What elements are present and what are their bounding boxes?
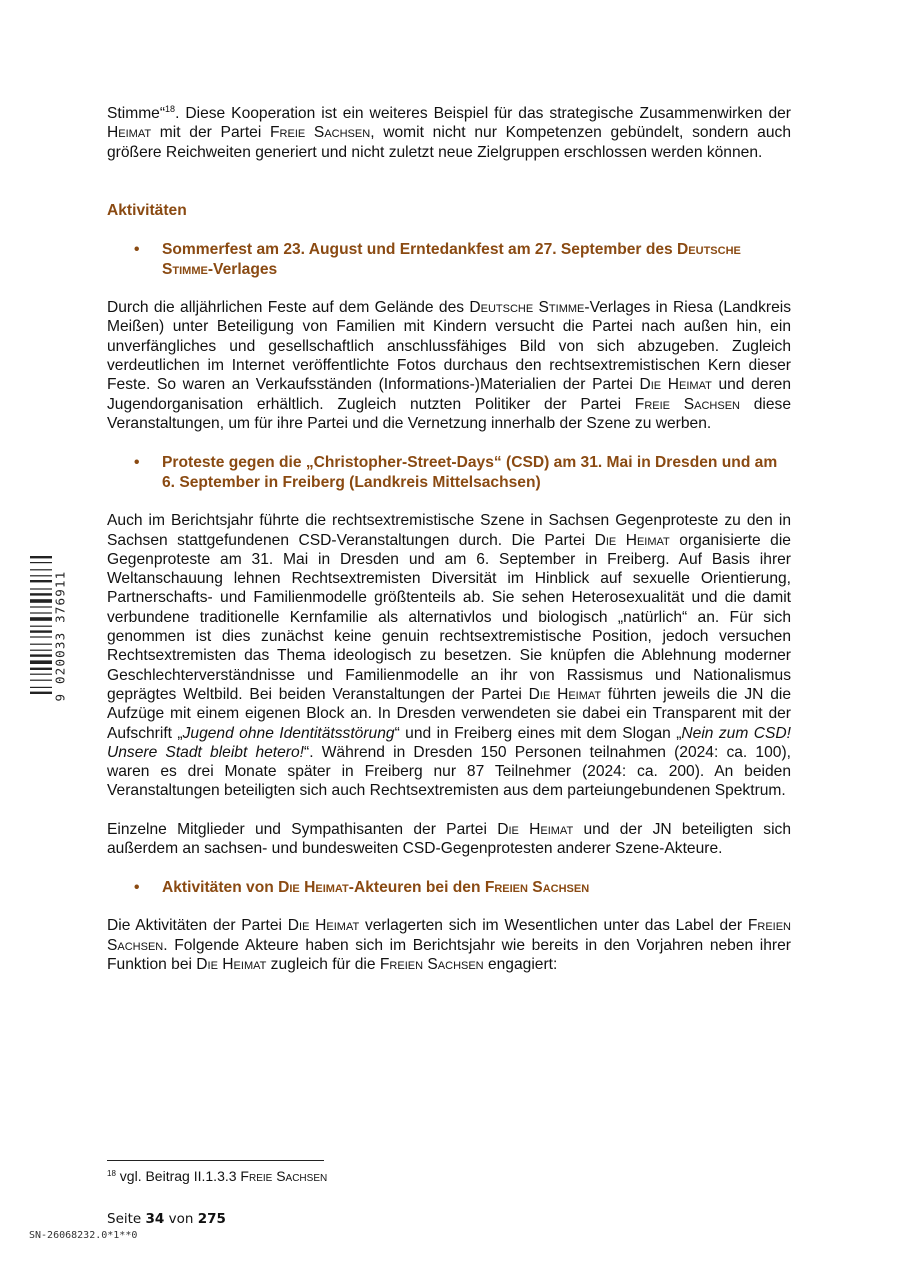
- barcode-bar: [30, 556, 52, 558]
- paragraph-csd-proteste: Auch im Berichtsjahr führte die rechtsextremistische Szene in Sachsen Gegenproteste zu den in Sachsen stattgefundenen CSD-Veranstaltungen durch. Die Partei Die Heimat organisierte die Gegenproteste am 31. Mai in Dresden und am 6. September in Freiberg. Auf Basis ihrer Weltanschauung lehnen Rechtsextremisten Diversität im Hinblick auf sexuelle Orientierung, Partnerschafts- und Familienmodelle größtenteils ab. Sie sehen Heterosexualität und die damit verbundene traditionelle Kernfamilie als alternativlos und biologisch „natürlich“ an. Für sich genommen ist dies zunächst keine genuin rechtsextremistische Position, jedoch versuchen Rechtsextremisten das Thema ideologisch zu besetzen. Sie knüpfen die Ablehnung moderner Geschlechterverständnisse und Familienmodelle an ihr von Rassismus und Nationalismus geprägtes Weltbild. Bei beiden Veranstaltungen der Partei Die Heimat führten jeweils die JN die Aufzüge mit einem eigenen Block an. In Dresden verwendeten sie dabei ein Transparent mit der Aufschrift „Jugend ohne Identitätsstörung“ und in Freiberg eines mit dem Slogan „Nein zum CSD! Unsere Stadt bleibt hetero!“. Während in Dresden 150 Personen teilnahmen (2024: ca. 100), waren es drei Monate später in Freiberg nur 87 Teilnehmer (2024: ca. 200). An beiden Veranstaltungen beteiligten sich auch Rechtsextremisten aus dem parteiungebundenen Spektrum.: [107, 512, 792, 800]
- total-pages: 275: [197, 1211, 226, 1227]
- barcode-bar: [30, 650, 52, 651]
- barcode-bar: [30, 630, 52, 632]
- footnote: $^{18}$ vgl. Beitrag II.1.3.3 Freie Sachsen: [107, 1168, 328, 1184]
- barcode-bar: [30, 580, 52, 582]
- paragraph-csd-gegenproteste: Einzelne Mitglieder und Sympathisanten der Partei Die Heimat und der JN beteiligten sich außerdem an sachsen- und bundesweiten CSD-Gegenprotesten anderer Szene-Akteure.: [107, 820, 792, 858]
- barcode-bar: [30, 644, 52, 645]
- barcode-bar: [30, 680, 52, 681]
- barcode-digits: 9 020033 376911: [52, 570, 68, 702]
- barcode-bar: [30, 654, 52, 656]
- barcode-bar: [30, 599, 52, 603]
- barcode-bar: [30, 674, 52, 675]
- barcode-bar: [30, 626, 52, 627]
- current-page: 34: [145, 1211, 165, 1227]
- barcode-bar: [30, 575, 52, 576]
- barcode-bar: [30, 692, 52, 694]
- footnote-divider: [107, 1160, 324, 1161]
- barcode-bar: [30, 606, 52, 607]
- section-heading: Aktivitäten: [107, 201, 187, 219]
- bullet-sommerfest: • Sommerfest am 23. August und Erntedankfest am 27. September des Deutsche Stimme-Verlages: [107, 240, 791, 280]
- page-content: [107, 104, 791, 974]
- barcode-bar: [30, 636, 52, 637]
- document-id: SN-26068232.0*1**0: [29, 1230, 138, 1241]
- intro-paragraph: Stimme“$^{18}$. Diese Kooperation ist ein weiteres Beispiel für das strategische Zusammenwirken der Heimat mit der Partei Freie Sachsen, womit nicht nur Kompetenzen gebündelt, sondern auch größere Reichweiten generiert und nicht zuletzt neue Zielgruppen erschlossen werden können.: [107, 104, 792, 161]
- barcode-bar: [30, 668, 52, 670]
- bullet-csd-proteste: • Proteste gegen die „Christopher-Street-Days“ (CSD) am 31. Mai in Dresden und am 6. September in Freiberg (Landkreis Mittelsachsen): [107, 453, 791, 493]
- barcode-bar: [30, 588, 52, 589]
- barcode-bar: [30, 569, 52, 570]
- barcode-bar: [30, 617, 52, 621]
- footnote-reference[interactable]: 18: [165, 104, 176, 114]
- barcode-bar: [30, 593, 52, 595]
- paragraph-heimat-akteure: Die Aktivitäten der Partei Die Heimat verlagerten sich im Wesentlichen unter das Label der Freien Sachsen. Folgende Akteure haben sich im Berichtsjahr wie bereits in den Vorjahren neben ihrer Funktion bei Die Heimat zugleich für die Freien Sachsen engagiert:: [107, 917, 791, 973]
- bullet-heimat-akteure: • Aktivitäten von Die Heimat-Akteuren bei den Freien Sachsen: [107, 878, 791, 898]
- barcode-bar: [30, 562, 52, 563]
- paragraph-sommerfest: Durch die alljährlichen Feste auf dem Gelände des Deutsche Stimme-Verlages in Riesa (Landkreis Meißen) unter Beteiligung von Familien mit Kindern versucht die Partei nach außen hin, ein unverfängliches und gesellschaftlich anschlussfähiges Bild von sich abzugeben. Zugleich verdeutlichen im Internet veröffentlichte Fotos durchaus den rechtsextremistischen Kern dieser Feste. So waren an Verkaufsständen (Informations-)Materialien der Partei Die Heimat und deren Jugendorganisation erhältlich. Zugleich nutzten Politiker der Partei Freie Sachsen diese Veranstaltungen, um für ihre Partei und die Vernetzung innerhalb der Szene zu werben.: [107, 299, 792, 432]
- footnote-number: 18: [107, 1169, 116, 1178]
- barcode-bar: [30, 612, 52, 613]
- page-number: Seite 34 von 275: [107, 1211, 226, 1227]
- barcode-bar: [30, 660, 52, 664]
- barcode: [30, 556, 70, 716]
- barcode-bar: [30, 687, 52, 688]
